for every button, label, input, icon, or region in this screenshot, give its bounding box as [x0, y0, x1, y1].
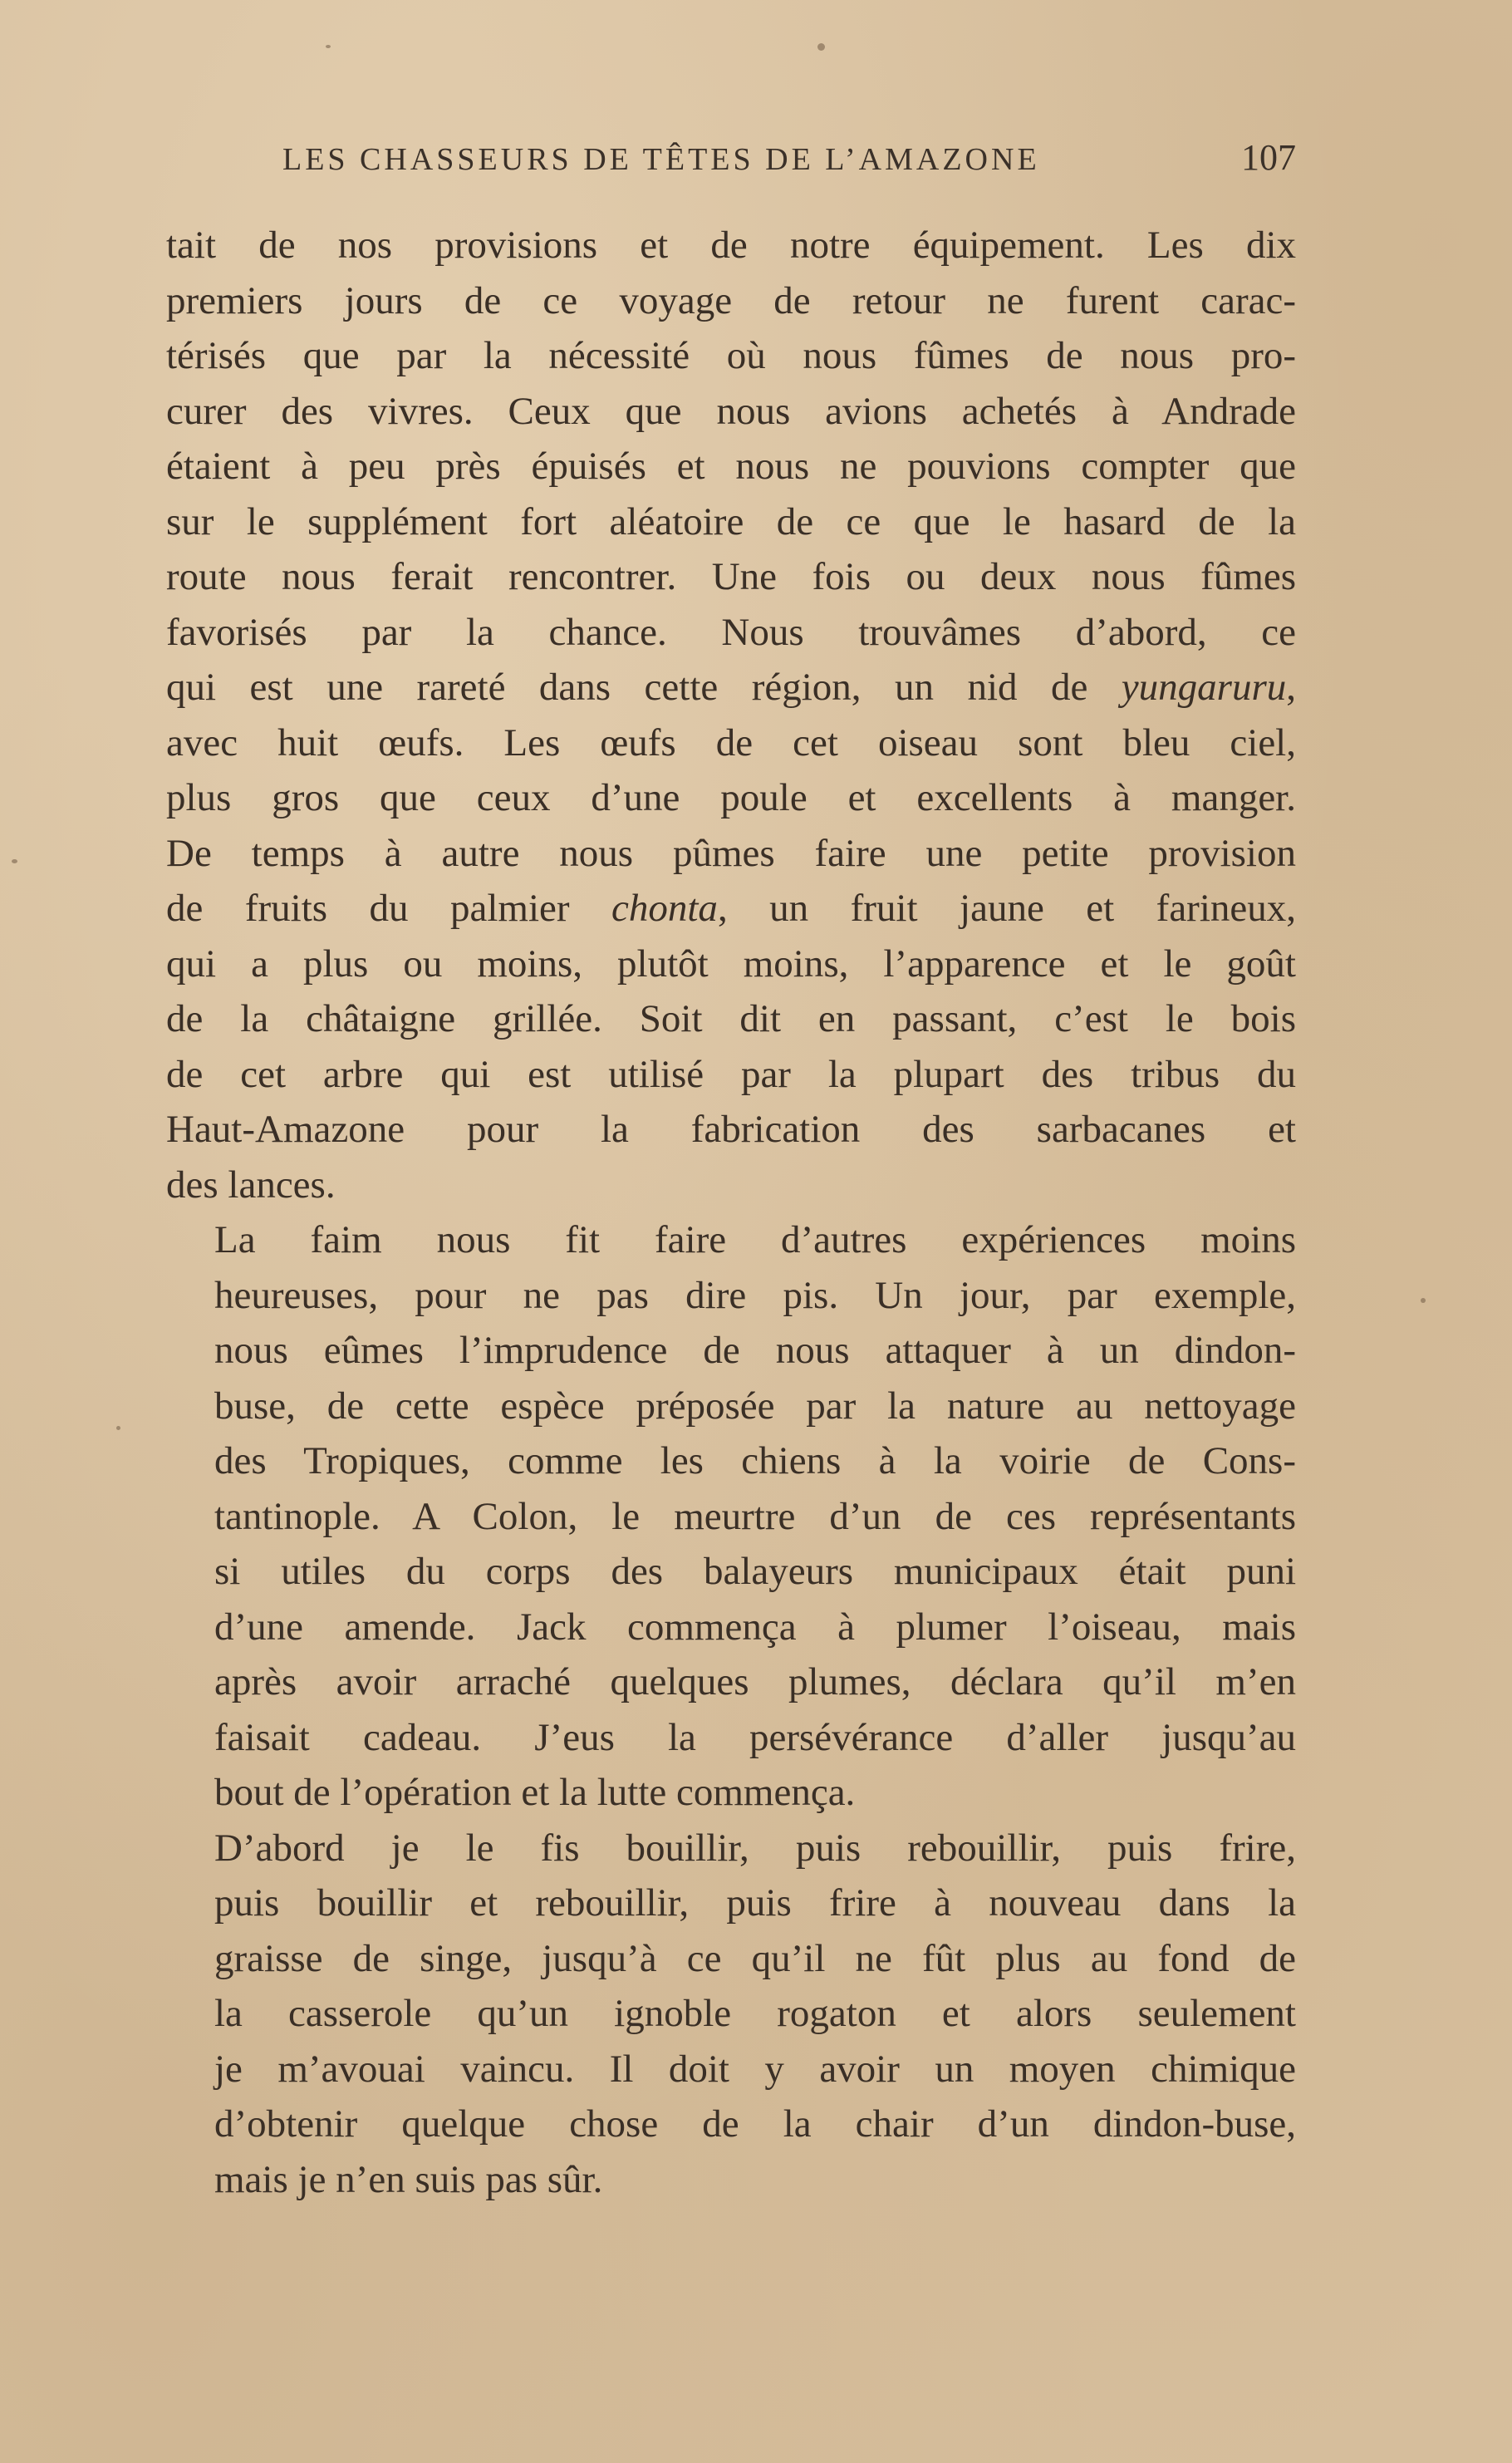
text-line: je m’avouai vaincu. Il doit y avoir un moyen chimique — [214, 2047, 1296, 2091]
text-line: de la châtaigne grillée. Soit dit en passant, c’est le bois — [166, 997, 1296, 1040]
text-line: graisse de singe, jusqu’à ce qu’il ne fût plus au fond de — [214, 1936, 1296, 1980]
text-line: des Tropiques, comme les chiens à la voirie de Cons- — [214, 1439, 1296, 1482]
text-line: bout de l’opération et la lutte commença. — [214, 1771, 856, 1814]
text-line: de cet arbre qui est utilisé par la plupart des tribus du — [166, 1052, 1296, 1096]
text-line: nous eûmes l’imprudence de nous attaquer à un dindon- — [214, 1329, 1296, 1372]
page-number: 107 — [1241, 137, 1296, 178]
running-title: LES CHASSEURS DE TÊTES DE L’AMAZONE — [282, 142, 1040, 177]
text-line: curer des vivres. Ceux que nous avions achetés à Andrade — [166, 389, 1296, 433]
running-head — [166, 135, 1296, 184]
paper-speck — [12, 859, 17, 863]
paper-speck — [1421, 1298, 1426, 1303]
text-line: étaient à peu près épuisés et nous ne pouvions compter que — [166, 445, 1296, 488]
body-text — [166, 218, 1296, 2207]
text-line: plus gros que ceux d’une poule et excellents à manger. — [166, 776, 1296, 819]
text-line: tantinople. A Colon, le meurtre d’un de ces représentants — [214, 1494, 1296, 1538]
italic-term: yungaruru — [1121, 666, 1287, 709]
text-line: D’abord je le fis bouillir, puis rebouillir, puis frire, — [214, 1826, 1296, 1870]
text-line: si utiles du corps des balayeurs municipaux était puni — [214, 1550, 1296, 1593]
text-line: des lances. — [166, 1163, 336, 1207]
paragraph-3 — [166, 1821, 1296, 2208]
text-line: premiers jours de ce voyage de retour ne furent carac- — [166, 278, 1296, 322]
text-line: puis bouillir et rebouillir, puis frire à nouveau dans la — [214, 1881, 1296, 1925]
text-line: heureuses, pour ne pas dire pis. Un jour, par exemple, — [214, 1273, 1296, 1317]
text-line: De temps à autre nous pûmes faire une petite provision — [166, 831, 1296, 875]
text-line: mais je n’en suis pas sûr. — [214, 2157, 603, 2201]
italic-term: chonta — [611, 887, 718, 930]
text-line: d’obtenir quelque chose de la chair d’un dindon-buse, — [214, 2102, 1296, 2146]
text-line: faisait cadeau. J’eus la persévérance d’aller jusqu’au — [214, 1715, 1296, 1759]
paragraph-1 — [166, 218, 1296, 1212]
text-line: térisés que par la nécessité où nous fûmes de nous pro- — [166, 334, 1296, 377]
paper-speck — [817, 43, 825, 51]
text-line: qui est une rareté dans cette région, un nid de yungaruru, — [166, 666, 1296, 709]
text-line: qui a plus ou moins, plutôt moins, l’apparence et le goût — [166, 941, 1296, 986]
text-line: sur le supplément fort aléatoire de ce que le hasard de la — [166, 499, 1296, 543]
text-line: tait de nos provisions et de notre équipement. Les dix — [166, 224, 1296, 267]
text-line: d’une amende. Jack commença à plumer l’oiseau, mais — [214, 1605, 1296, 1649]
text-line: buse, de cette espèce préposée par la nature au nettoyage — [214, 1384, 1296, 1428]
text-line: La faim nous fit faire d’autres expériences moins — [214, 1218, 1296, 1261]
text-line: après avoir arraché quelques plumes, déclara qu’il m’en — [214, 1660, 1296, 1703]
text-line: Haut-Amazone pour la fabrication des sarbacanes et — [166, 1108, 1296, 1151]
text-line: la casserole qu’un ignoble rogaton et alors seulement — [214, 1992, 1296, 2035]
text-line: de fruits du palmier chonta, un fruit jaune et farineux, — [166, 887, 1296, 930]
text-line: favorisés par la chance. Nous trouvâmes d’abord, ce — [166, 610, 1296, 654]
paper-speck — [326, 45, 331, 48]
paragraph-2 — [166, 1212, 1296, 1821]
text-line: route nous ferait rencontrer. Une fois ou deux nous fûmes — [166, 555, 1296, 598]
paper-speck — [116, 1426, 120, 1430]
text-line: avec huit œufs. Les œufs de cet oiseau sont bleu ciel, — [166, 720, 1296, 764]
